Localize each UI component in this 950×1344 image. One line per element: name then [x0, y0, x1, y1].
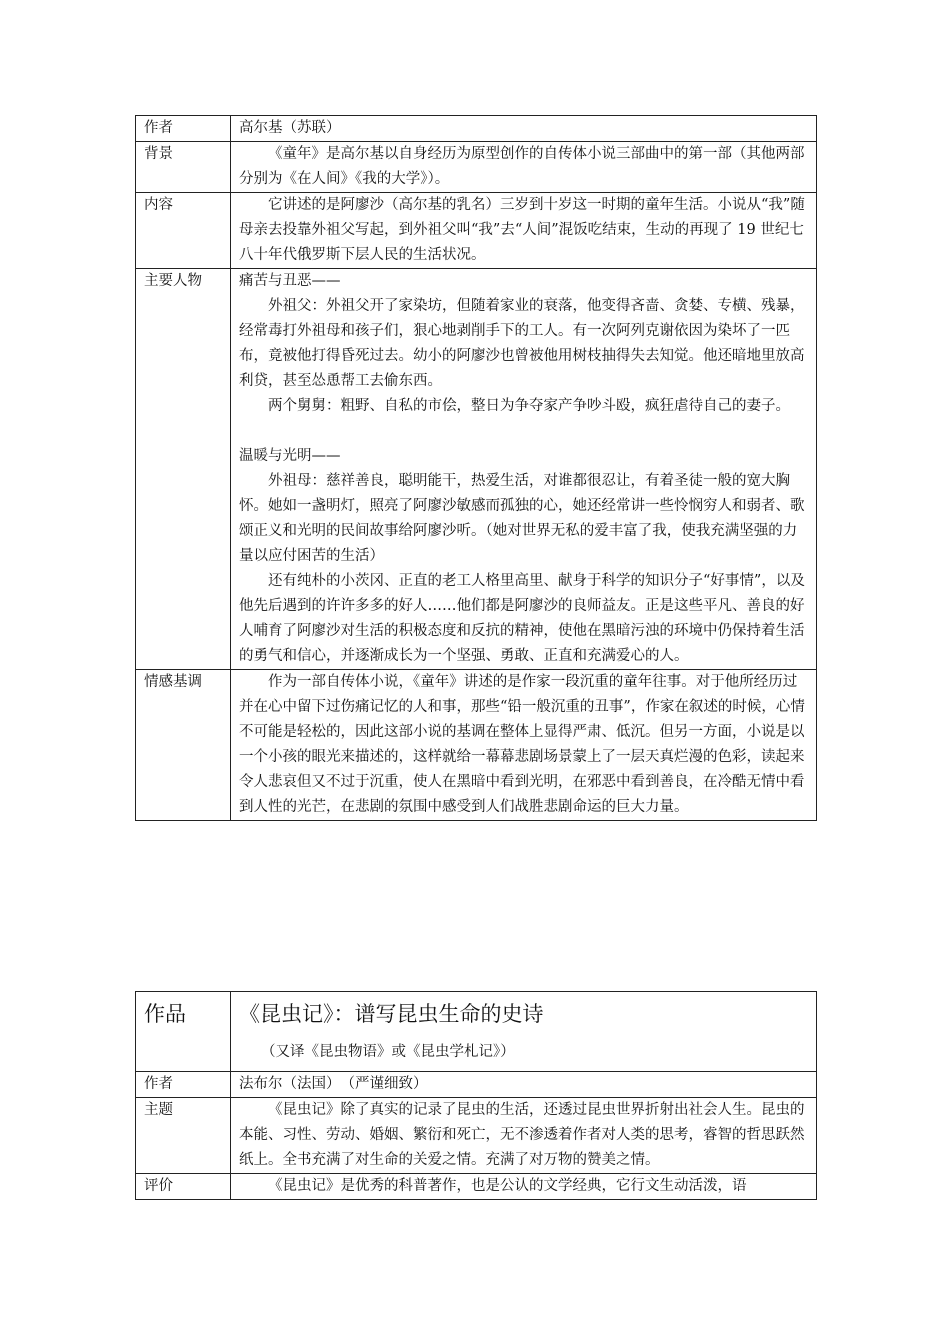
tone-label: 情感基调: [136, 670, 231, 821]
group-title-suffering: 痛苦与丑恶——: [239, 273, 341, 289]
theme-label: 主题: [136, 1098, 231, 1174]
character-grandfather: 外祖父：外祖父开了家染坊，但随着家业的衰落，他变得吝啬、贪婪、专横、残暴，经常毒打外祖母和孩子们，狠心地剥削手下的工人。有一次阿列克谢依因为染坏了一匹布，竟被他打得昏死过去。幼小的阿廖沙也曾被他用树枝抽得失去知觉。他还暗地里放高利贷，甚至怂恿帮工去偷东西。: [239, 298, 805, 389]
character-others: 还有纯朴的小茨冈、正直的老工人格里高里、献身于科学的知识分子“好事情”，以及他先后遇到的许许多多的好人……他们都是阿廖沙的良师益友。正是这些平凡、善良的好人哺育了阿廖沙对生活的积极态度和反抗的精神，使他在黑暗污浊的环境中仍保持着生活的勇气和信心，并逐渐成长为一个坚强、勇敢、正直和充满爱心的人。: [239, 573, 805, 664]
table-row: [136, 1072, 817, 1098]
spacer: [239, 419, 810, 444]
author-label: 作者: [136, 1072, 231, 1098]
author-value: 法布尔（法国） （严谨细致）: [231, 1072, 817, 1098]
table-row: [136, 116, 817, 142]
table-row: [136, 1174, 817, 1200]
group-title-warmth: 温暖与光明——: [239, 448, 341, 464]
tone-value: 作为一部自传体小说，《童年》讲述的是作家一段沉重的童年往事。对于他所经历过并在心中留下过伤痛记忆的人和事，那些“铅一般沉重的丑事”，作家在叙述的时候，心情不可能是轻松的，因此这部小说的基调在整体上显得严肃、低沉。但另一方面，小说是以一个小孩的眼光来描述的，这样就给一幕幕悲剧场景蒙上了一层天真烂漫的色彩，读起来令人悲哀但又不过于沉重，使人在黑暗中看到光明，在邪恶中看到善良，在冷酷无情中看到人性的光芒，在悲剧的氛围中感受到人们战胜悲剧命运的巨大力量。: [231, 670, 817, 821]
background-label: 背景: [136, 142, 231, 193]
author-value: 高尔基（苏联）: [231, 116, 817, 142]
author-label: 作者: [136, 116, 231, 142]
character-grandmother: 外祖母：慈祥善良，聪明能干，热爱生活，对谁都很忍让，有着圣徒一般的宽大胸怀。她如一盏明灯，照亮了阿廖沙敏感而孤独的心，她还经常讲一些怜悯穷人和弱者、歌颂正义和光明的民间故事给阿廖沙听。（她对世界无私的爱丰富了我，使我充满坚强的力量以应付困苦的生活）: [239, 473, 805, 564]
characters-label: 主要人物: [136, 269, 231, 670]
table-row: [136, 670, 817, 821]
table-row: [136, 269, 817, 670]
novel-info-table-childhood: [135, 115, 817, 821]
review-label: 评价: [136, 1174, 231, 1200]
theme-value: 《昆虫记》除了真实的记录了昆虫的生活，还透过昆虫世界折射出社会人生。昆虫的本能、习性、劳动、婚姻、繁衍和死亡，无不渗透着作者对人类的思考，睿智的哲思跃然纸上。全书充满了对生命的关爱之情。充满了对万物的赞美之情。: [231, 1098, 817, 1174]
review-value: 《昆虫记》是优秀的科普著作，也是公认的文学经典，它行文生动活泼，语: [231, 1174, 817, 1200]
table-row: [136, 992, 817, 1072]
content-value: 它讲述的是阿廖沙（高尔基的乳名）三岁到十岁这一时期的童年生活。小说从“我”随母亲去投靠外祖父写起，到外祖父叫“我”去“人间”混饭吃结束，生动的再现了 19 世纪七八十年代俄罗斯下层人民的生活状况。: [231, 193, 817, 269]
novel-info-table-insects: [135, 991, 817, 1200]
work-cell: [231, 992, 817, 1072]
background-value: 《童年》是高尔基以自身经历为原型创作的自传体小说三部曲中的第一部（其他两部分别为《在人间》《我的大学》）。: [231, 142, 817, 193]
work-alt-title: （又译《昆虫物语》或《昆虫学札记》）: [261, 1044, 515, 1060]
table-row: [136, 1098, 817, 1174]
table-row: [136, 142, 817, 193]
work-label: 作品: [136, 992, 231, 1072]
content-label: 内容: [136, 193, 231, 269]
work-title: 《昆虫记》：谱写昆虫生命的史诗: [239, 1002, 544, 1026]
characters-cell: [231, 269, 817, 670]
character-uncles: 两个舅舅：粗野、自私的市侩，整日为争夺家产争吵斗殴，疯狂虐待自己的妻子。: [268, 398, 790, 414]
table-row: [136, 193, 817, 269]
